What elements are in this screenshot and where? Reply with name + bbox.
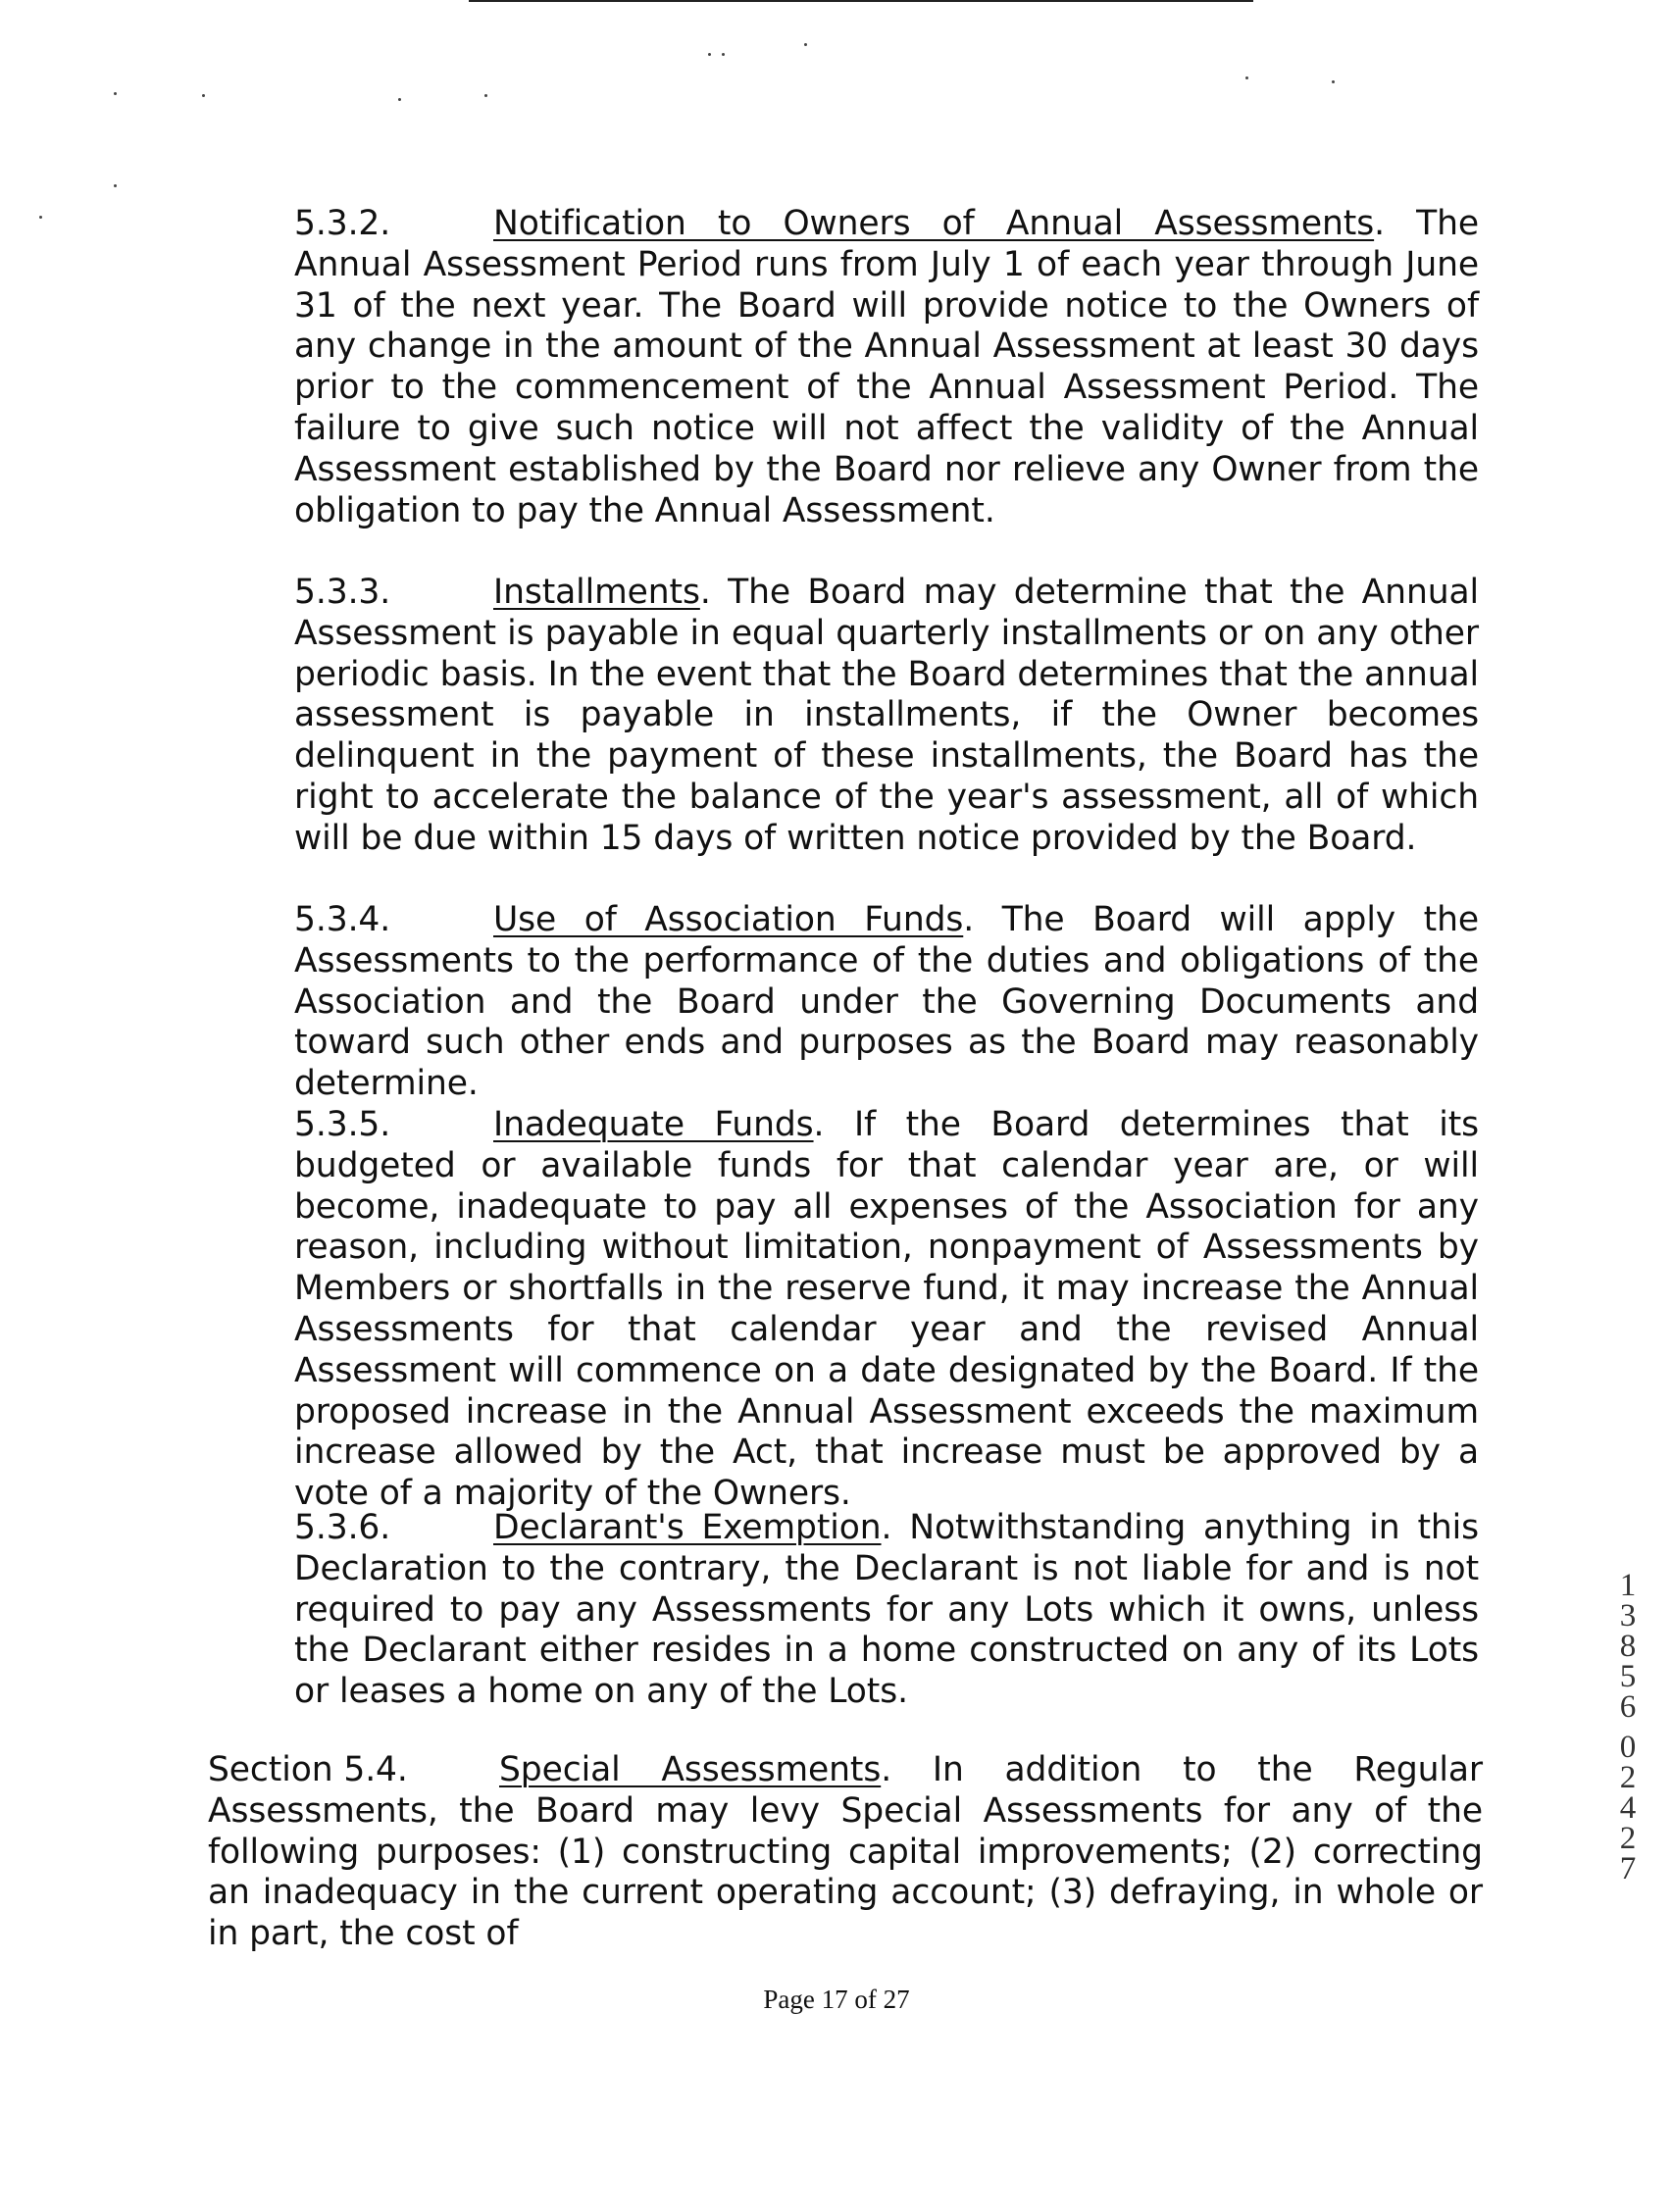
scan-speck — [202, 94, 205, 97]
section-heading: Installments — [493, 573, 700, 612]
scan-speck — [39, 216, 42, 219]
scan-speck — [484, 94, 487, 97]
stamp-digit: 0 — [1619, 1730, 1637, 1765]
section-heading: Special Assessments — [499, 1750, 882, 1789]
scan-speck — [398, 98, 401, 101]
section-5-3-6: 5.3.6. Declarant's Exemption. Notwithstanding anything in this Declaration to the contrary, the Declarant is not liable for and is not required to pay any Assessments for any Lots which it owns, unless the Declarant either resides in a home constructed on any of its Lots or leases a home on any of the Lots. — [294, 1508, 1479, 1712]
scan-speck — [722, 53, 725, 56]
section-body: In addition to the Regular Assessments, the Board may levy Special Assessments for any of the following purposes: (1) constructing capital improvements; (2) correcting an inadequacy in the current operating account; (3) defraying, in whole or in part, the cost of — [208, 1750, 1484, 1954]
scan-speck — [1332, 80, 1335, 83]
scan-speck — [708, 53, 711, 56]
section-body: Notwithstanding anything in this Declaration to the contrary, the Declarant is not liable for and is not required to pay any Assessments for any Lots which it owns, unless the Declarant either resides in a home constructed on any of its Lots or leases a home on any of the Lots. — [294, 1508, 1479, 1712]
section-5-3-3: 5.3.3. Installments. The Board may determine that the Annual Assessment is payable in equal quarterly installments or on any other periodic basis. In the event that the Board determines that the annual assessment is payable in installments, if the Owner becomes delinquent in the payment of these installments, the Board has the right to accelerate the balance of the year's assessment, all of which will be due within 15 days of written notice provided by the Board. — [294, 573, 1480, 858]
section-heading: Notification to Owners of Annual Assessments — [493, 204, 1375, 243]
stamp-digit: 1 — [1619, 1568, 1637, 1603]
section-heading: Use of Association Funds — [493, 900, 964, 939]
recording-stamp — [1608, 1568, 1648, 1886]
page-number-footer: Page 17 of 27 — [763, 1985, 910, 2014]
section-number: 5.3.5. — [294, 1105, 391, 1144]
stamp-digit: 5 — [1619, 1659, 1637, 1694]
section-5-3-2: 5.3.2. Notification to Owners of Annual Assessments. The Annual Assessment Period runs from July 1 of each year through June 31 of the next year. The Board will provide notice to the Owners of any change in the amount of the Annual Assessment at least 30 days prior to the commencement of the Annual Assessment Period. The failure to give such notice will not affect the validity of the Annual Assessment established by the Board nor relieve any Owner from the obligation to pay the Annual Assessment. — [294, 204, 1480, 530]
stamp-digit: 4 — [1619, 1790, 1637, 1826]
section-number: 5.3.2. — [294, 204, 391, 243]
section-body: The Board will apply the Assessments to the performance of the duties and obligations of the Association and the Board under the Governing Documents and toward such other ends and purposes as the Board may reasonably determine. — [294, 900, 1479, 1104]
section-number: 5.3.6. — [294, 1508, 391, 1547]
scan-speck — [1245, 76, 1248, 79]
scan-speck — [114, 92, 117, 95]
stamp-digit: 8 — [1619, 1629, 1637, 1664]
stamp-digit: 6 — [1619, 1689, 1637, 1725]
section-5-4: Section 5.4. Special Assessments. In addition to the Regular Assessments, the Board may levy Special Assessments for any of the following purposes: (1) constructing capital improvements; (2) correcting an inadequacy in the current operating account; (3) defraying, in whole or in part, the cost of — [208, 1750, 1484, 1954]
stamp-digit: 7 — [1619, 1851, 1637, 1886]
section-number: 5.3.3. — [294, 573, 391, 612]
section-body: The Annual Assessment Period runs from July 1 of each year through June 31 of the next year. The Board will provide notice to the Owners of any change in the amount of the Annual Assessment at least 30 days prior to the commencement of the Annual Assessment Period. The failure to give such notice will not affect the validity of the Annual Assessment established by the Board nor relieve any Owner from the obligation to pay the Annual Assessment. — [294, 204, 1480, 530]
section-5-3-4: 5.3.4. Use of Association Funds. The Board will apply the Assessments to the performance of the duties and obligations of the Association and the Board under the Governing Documents and toward such other ends and purposes as the Board may reasonably determine. — [294, 900, 1479, 1104]
stamp-digit: 2 — [1619, 1760, 1637, 1795]
top-scan-rule — [469, 0, 1253, 2]
scan-speck — [804, 43, 807, 46]
section-number: 5.3.4. — [294, 900, 391, 939]
section-heading: Declarant's Exemption — [493, 1508, 882, 1547]
scan-speck — [114, 184, 117, 187]
section-5-3-5: 5.3.5. Inadequate Funds. If the Board determines that its budgeted or available funds for that calendar year are, or will become, inadequate to pay all expenses of the Association for any reason, including without limitation, nonpayment of Assessments by Members or shortfalls in the reserve fund, it may increase the Annual Assessments for that calendar year and the revised Annual Assessment will commence on a date designated by the Board. If the proposed increase in the Annual Assessment exceeds the maximum increase allowed by the Act, that increase must be approved by a vote of a majority of the Owners. — [294, 1105, 1480, 1514]
section-number: Section 5.4. — [208, 1750, 408, 1789]
stamp-digit: 3 — [1619, 1598, 1637, 1634]
section-body: The Board may determine that the Annual Assessment is payable in equal quarterly installments or on any other periodic basis. In the event that the Board determines that the annual assessment is payable in installments, if the Owner becomes delinquent in the payment of these installments, the Board has the right to accelerate the balance of the year's assessment, all of which will be due within 15 days of written notice provided by the Board. — [294, 573, 1480, 858]
section-heading: Inadequate Funds — [493, 1105, 814, 1144]
stamp-digit: 2 — [1619, 1821, 1637, 1856]
section-body: If the Board determines that its budgeted or available funds for that calendar year are, or will become, inadequate to pay all expenses of the Association for any reason, including without limitation, nonpayment of Assessments by Members or shortfalls in the reserve fund, it may increase the Annual Assessments for that calendar year and the revised Annual Assessment will commence on a date designated by the Board. If the proposed increase in the Annual Assessment exceeds the maximum increase allowed by the Act, that increase must be approved by a vote of a majority of the Owners. — [294, 1105, 1480, 1514]
